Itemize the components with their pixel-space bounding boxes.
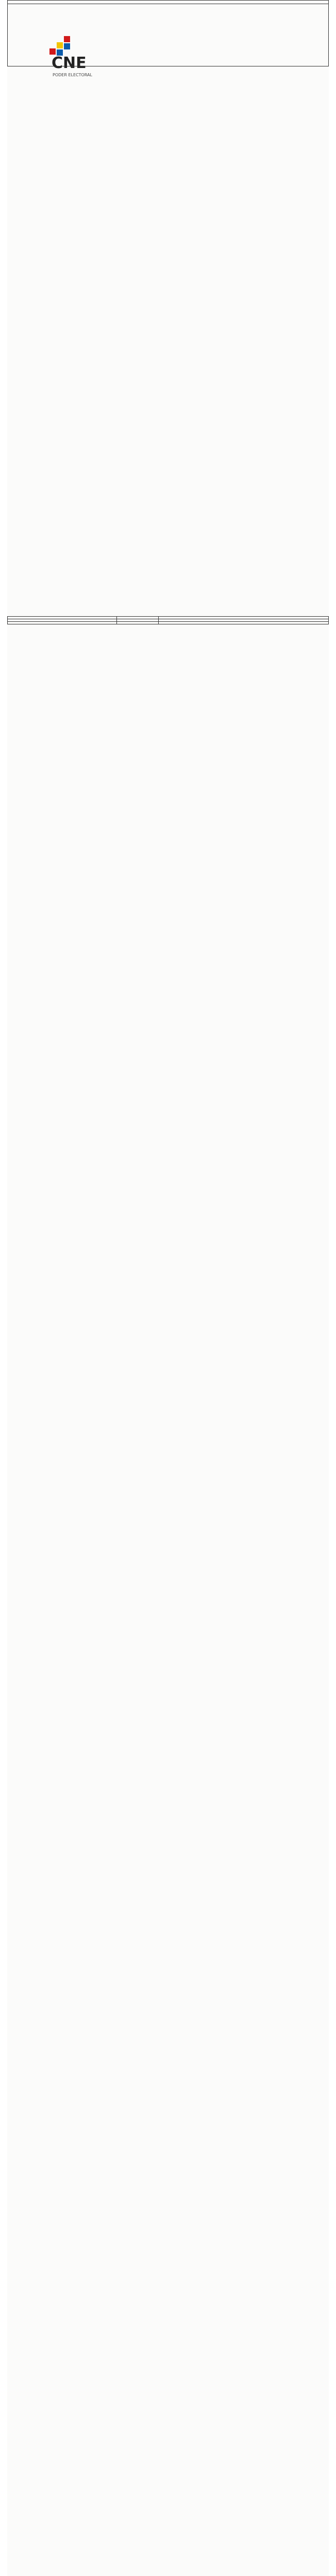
svg-text:CNE: CNE	[52, 54, 87, 72]
acta-document	[7, 0, 329, 2576]
votantes-table	[7, 616, 329, 626]
row-label	[8, 622, 117, 624]
svg-text:PODER ELECTORAL: PODER ELECTORAL	[53, 73, 92, 77]
row-nro	[116, 622, 158, 624]
qr-code-icon	[85, 0, 249, 165]
row-letras	[158, 622, 328, 624]
sub-header	[7, 624, 329, 626]
votantes-row-cuaderno	[8, 622, 329, 624]
